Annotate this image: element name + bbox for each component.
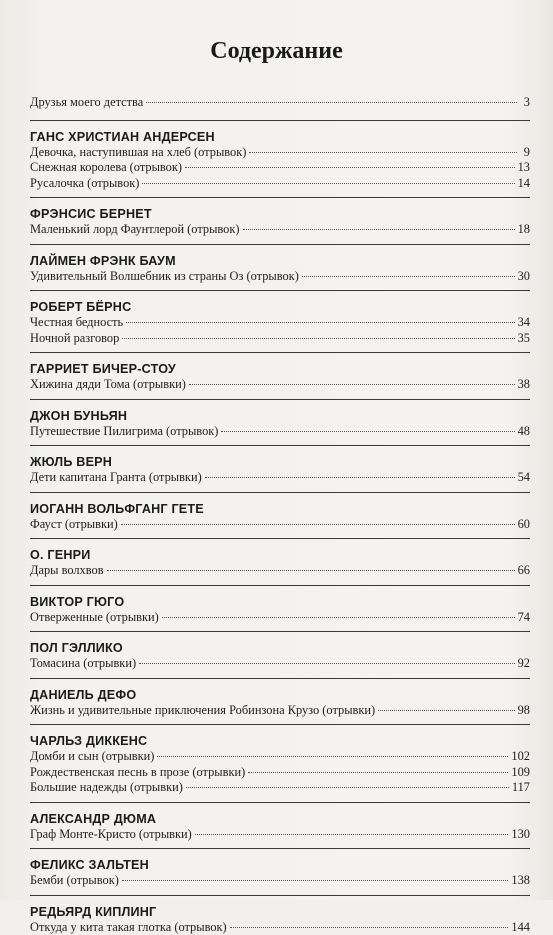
toc-entry [30, 920, 530, 935]
toc-entry [30, 470, 530, 486]
entry-title: Хижина дяди Тома (отрывки) [30, 377, 186, 393]
author-heading: ГАРРИЕТ БИЧЕР-СТОУ [30, 361, 530, 377]
entry-page: 13 [518, 160, 530, 176]
dot-leader [189, 384, 515, 385]
dot-leader [185, 167, 515, 168]
page-title: Содержание [0, 38, 553, 65]
dot-leader [122, 880, 509, 881]
dot-leader [221, 431, 514, 432]
dot-leader [249, 152, 517, 153]
section-divider [30, 724, 530, 725]
entry-title: Удивительный Волшебник из страны Оз (отрывок) [30, 269, 299, 285]
dot-leader [142, 183, 514, 184]
entry-title: Снежная королева (отрывок) [30, 160, 182, 176]
author-heading: ДЖОН БУНЬЯН [30, 408, 530, 424]
entry-page: 60 [518, 517, 530, 533]
entry-page: 54 [518, 470, 530, 486]
author-heading: ФРЭНСИС БЕРНЕТ [30, 206, 530, 222]
section-divider [30, 399, 530, 400]
entry-page: 117 [512, 780, 530, 796]
dot-leader [243, 229, 515, 230]
dot-leader [195, 834, 509, 835]
section-divider [30, 895, 530, 896]
toc-entry [30, 315, 530, 331]
entry-page: 102 [511, 749, 530, 765]
toc-entry [30, 749, 530, 765]
dot-leader [139, 663, 515, 664]
dot-leader [107, 570, 515, 571]
section-divider [30, 445, 530, 446]
toc-entry [30, 703, 530, 719]
toc-entry [30, 765, 530, 781]
toc-entry [30, 873, 530, 889]
entry-title: Бемби (отрывок) [30, 873, 119, 889]
toc-entry [30, 656, 530, 672]
entry-page: 18 [518, 222, 530, 238]
dot-leader [157, 756, 508, 757]
dot-leader [121, 524, 515, 525]
toc-entry [30, 563, 530, 579]
dot-leader [162, 617, 515, 618]
author-heading: ЛАЙМЕН ФРЭНК БАУМ [30, 253, 530, 269]
section-divider [30, 492, 530, 493]
entry-page: 130 [511, 827, 530, 843]
dot-leader [378, 710, 514, 711]
author-heading: ЧАРЛЬЗ ДИККЕНС [30, 733, 530, 749]
entry-page: 38 [518, 377, 530, 393]
entry-page: 34 [518, 315, 530, 331]
entry-title: Откуда у кита такая глотка (отрывок) [30, 920, 227, 935]
section-divider [30, 120, 530, 121]
section-divider [30, 802, 530, 803]
toc-entry [30, 331, 530, 347]
entry-title: Фауст (отрывки) [30, 517, 118, 533]
section-divider [30, 678, 530, 679]
toc-entry [30, 424, 530, 440]
author-heading: ФЕЛИКС ЗАЛЬТЕН [30, 857, 530, 873]
section-divider [30, 290, 530, 291]
dot-leader [302, 276, 515, 277]
entry-title: Домби и сын (отрывки) [30, 749, 154, 765]
entry-page: 3 [520, 95, 530, 111]
entry-title: Граф Монте-Кристо (отрывки) [30, 827, 192, 843]
section-divider [30, 244, 530, 245]
section-divider [30, 631, 530, 632]
toc-entry [30, 610, 530, 626]
entry-page: 92 [518, 656, 530, 672]
entry-title: Жизнь и удивительные приключения Робинзона Крузо (отрывки) [30, 703, 375, 719]
entry-page: 98 [518, 703, 530, 719]
author-heading: О. ГЕНРИ [30, 547, 530, 563]
entry-title: Дары волхвов [30, 563, 104, 579]
dot-leader [205, 477, 515, 478]
author-heading: ГАНС ХРИСТИАН АНДЕРСЕН [30, 129, 530, 145]
entry-title: Честная бедность [30, 315, 123, 331]
entry-title: Путешествие Пилигрима (отрывок) [30, 424, 218, 440]
entry-title: Русалочка (отрывок) [30, 176, 139, 192]
dot-leader [146, 102, 517, 103]
entry-page: 9 [520, 145, 530, 161]
author-heading: РЕДЬЯРД КИПЛИНГ [30, 904, 530, 920]
entry-page: 144 [511, 920, 530, 935]
entry-page: 138 [511, 873, 530, 889]
section-divider [30, 848, 530, 849]
section-divider [30, 197, 530, 198]
author-heading: ЖЮЛЬ ВЕРН [30, 454, 530, 470]
entry-title: Томасина (отрывки) [30, 656, 136, 672]
entry-title: Дети капитана Гранта (отрывки) [30, 470, 202, 486]
section-divider [30, 585, 530, 586]
entry-page: 14 [518, 176, 530, 192]
entry-page: 48 [518, 424, 530, 440]
toc-entry [30, 269, 530, 285]
author-heading: ИОГАНН ВОЛЬФГАНГ ГЕТЕ [30, 501, 530, 517]
dot-leader [186, 787, 509, 788]
section-divider [30, 538, 530, 539]
author-heading: АЛЕКСАНДР ДЮМА [30, 811, 530, 827]
toc-entry [30, 377, 530, 393]
entry-title: Рождественская песнь в прозе (отрывки) [30, 765, 245, 781]
entry-title: Большие надежды (отрывки) [30, 780, 183, 796]
entry-page: 30 [518, 269, 530, 285]
entry-page: 74 [518, 610, 530, 626]
dot-leader [126, 322, 514, 323]
toc-entry [30, 222, 530, 238]
dot-leader [230, 927, 509, 928]
entry-page: 66 [518, 563, 530, 579]
entry-title: Девочка, наступившая на хлеб (отрывок) [30, 145, 246, 161]
toc-entry [30, 517, 530, 533]
author-heading: ДАНИЕЛЬ ДЕФО [30, 687, 530, 703]
entry-page: 35 [518, 331, 530, 347]
toc-entry [30, 145, 530, 161]
entry-title: Маленький лорд Фаунтлерой (отрывок) [30, 222, 240, 238]
toc-entry-intro [30, 95, 530, 111]
toc-entry [30, 176, 530, 192]
toc-entry [30, 780, 530, 796]
author-heading: РОБЕРТ БЁРНС [30, 299, 530, 315]
entry-title: Отверженные (отрывки) [30, 610, 159, 626]
dot-leader [248, 772, 508, 773]
toc-entry [30, 160, 530, 176]
entry-page: 109 [511, 765, 530, 781]
dot-leader [122, 338, 514, 339]
author-heading: ВИКТОР ГЮГО [30, 594, 530, 610]
entry-title: Друзья моего детства [30, 95, 143, 111]
author-heading: ПОЛ ГЭЛЛИКО [30, 640, 530, 656]
entry-title: Ночной разговор [30, 331, 119, 347]
section-divider [30, 352, 530, 353]
toc-entry [30, 827, 530, 843]
table-of-contents [30, 95, 530, 935]
